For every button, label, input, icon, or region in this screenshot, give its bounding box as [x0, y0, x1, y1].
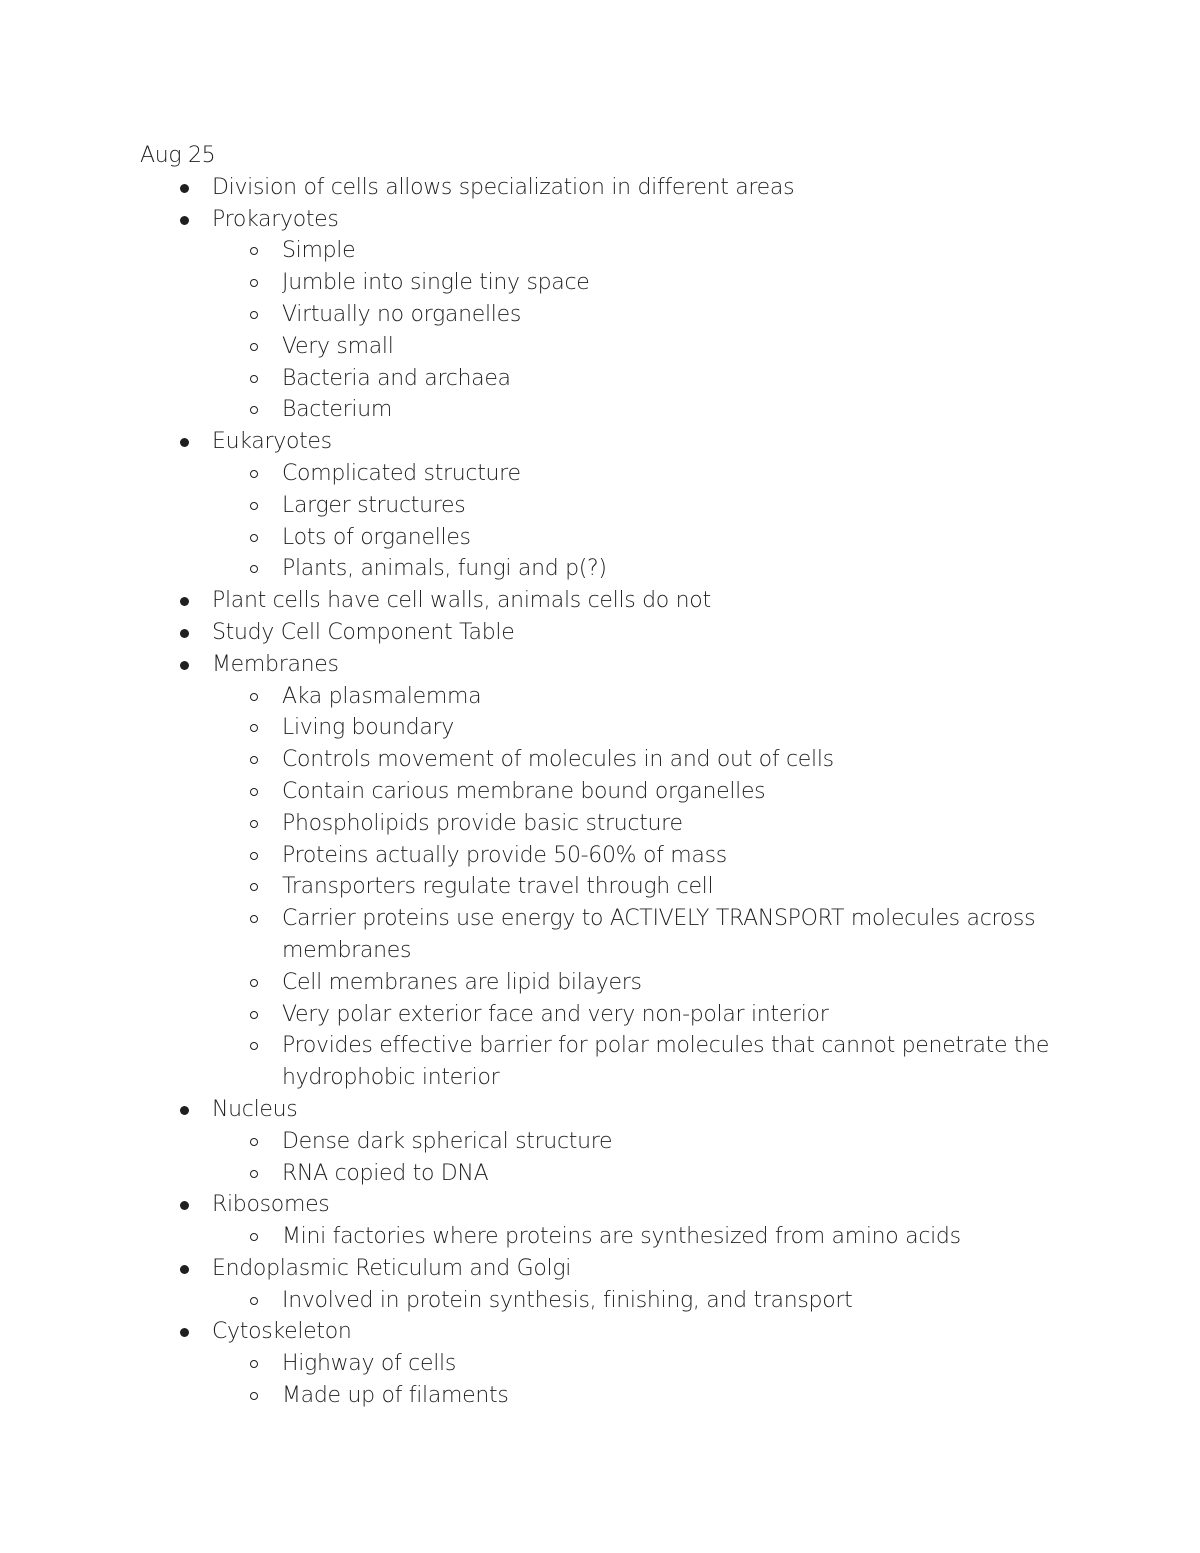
- sub-list-item-text: Dense dark spherical structure: [282, 1128, 613, 1154]
- note-date: Aug 25: [140, 143, 216, 168]
- sub-list-item: [140, 967, 1080, 999]
- sub-list-item: [140, 490, 1080, 522]
- filled-bullet-icon: [180, 597, 189, 606]
- sub-list-item: [140, 1285, 1080, 1317]
- list-item-text: Endoplasmic Reticulum and Golgi: [212, 1255, 572, 1281]
- sub-list-item-text: Carrier proteins use energy to ACTIVELY TRANSPORT molecules across membranes: [282, 906, 1036, 963]
- hollow-bullet-icon: [250, 534, 258, 542]
- list-item-text: Eukaryotes: [212, 429, 332, 455]
- sub-list-item: [140, 776, 1080, 808]
- hollow-bullet-icon: [250, 852, 258, 860]
- sub-list-item: [140, 808, 1080, 840]
- hollow-bullet-icon: [250, 979, 258, 987]
- list-item-text: Cytoskeleton: [212, 1319, 352, 1345]
- sub-list-item-text: Made up of filaments: [282, 1383, 509, 1409]
- sub-list-item-text: Controls movement of molecules in and out of cells: [282, 747, 834, 773]
- sub-list-item-text: Transporters regulate travel through cell: [282, 874, 714, 900]
- sub-list-item: [140, 999, 1080, 1031]
- list-item: [140, 1253, 1080, 1317]
- list-item-text: Division of cells allows specialization in different areas: [212, 174, 795, 200]
- hollow-bullet-icon: [250, 279, 258, 287]
- hollow-bullet-icon: [250, 1392, 258, 1400]
- sub-list-item: [140, 267, 1080, 299]
- filled-bullet-icon: [180, 1265, 189, 1274]
- hollow-bullet-icon: [250, 375, 258, 383]
- hollow-bullet-icon: [250, 470, 258, 478]
- sub-list-item-text: Cell membranes are lipid bilayers: [282, 969, 642, 995]
- list-item-text: Prokaryotes: [212, 206, 339, 232]
- sub-list-item: [140, 394, 1080, 426]
- sub-list-item-text: Aka plasmalemma: [282, 683, 482, 709]
- sub-list-item-text: Highway of cells: [282, 1351, 457, 1377]
- sub-list-item-text: Larger structures: [282, 492, 466, 518]
- filled-bullet-icon: [180, 216, 189, 225]
- list-item: [140, 585, 1080, 617]
- sub-list-item: [140, 235, 1080, 267]
- hollow-bullet-icon: [250, 343, 258, 351]
- sub-list-item-text: Complicated structure: [282, 460, 521, 486]
- hollow-bullet-icon: [250, 311, 258, 319]
- list-item: [140, 649, 1080, 1094]
- hollow-bullet-icon: [250, 1360, 258, 1368]
- sub-list-item-text: Phospholipids provide basic structure: [282, 810, 683, 836]
- sub-list-item: [140, 840, 1080, 872]
- hollow-bullet-icon: [250, 1042, 258, 1050]
- sub-list-item: [140, 681, 1080, 713]
- sub-list-item-text: Very small: [282, 333, 394, 359]
- sub-list-item: [140, 458, 1080, 490]
- filled-bullet-icon: [180, 1328, 189, 1337]
- hollow-bullet-icon: [250, 756, 258, 764]
- hollow-bullet-icon: [250, 1170, 258, 1178]
- sub-list-item: [140, 1126, 1080, 1158]
- hollow-bullet-icon: [250, 1011, 258, 1019]
- sub-list-item-text: Contain carious membrane bound organelles: [282, 778, 766, 804]
- filled-bullet-icon: [180, 1201, 189, 1210]
- sub-list: [140, 1221, 1080, 1253]
- sub-list-item: [140, 744, 1080, 776]
- sub-list: [140, 1348, 1080, 1412]
- list-item-text: Study Cell Component Table: [212, 619, 515, 645]
- hollow-bullet-icon: [250, 820, 258, 828]
- hollow-bullet-icon: [250, 1138, 258, 1146]
- sub-list-item-text: Bacteria and archaea: [282, 365, 511, 391]
- sub-list-item-text: Living boundary: [282, 715, 454, 741]
- sub-list-item: [140, 331, 1080, 363]
- list-item: [140, 426, 1080, 585]
- list-item: [140, 617, 1080, 649]
- list-item-text: Membranes: [212, 651, 339, 677]
- notes-body: [140, 140, 1080, 1412]
- sub-list-item-text: Mini factories where proteins are synthesized from amino acids: [282, 1224, 961, 1250]
- sub-list-item-text: Bacterium: [282, 397, 392, 423]
- hollow-bullet-icon: [250, 1297, 258, 1305]
- hollow-bullet-icon: [250, 915, 258, 923]
- outline-list: [140, 172, 1080, 1412]
- sub-list: [140, 1285, 1080, 1317]
- sub-list: [140, 681, 1080, 1094]
- list-item: [140, 172, 1080, 204]
- sub-list-item-text: RNA copied to DNA: [282, 1160, 489, 1186]
- list-item-text: Ribosomes: [212, 1192, 330, 1218]
- filled-bullet-icon: [180, 438, 189, 447]
- filled-bullet-icon: [180, 184, 189, 193]
- sub-list: [140, 1126, 1080, 1190]
- sub-list-item-text: Provides effective barrier for polar molecules that cannot penetrate the hydrophobic interior: [282, 1033, 1050, 1091]
- filled-bullet-icon: [180, 629, 189, 638]
- sub-list-item: [140, 1030, 1080, 1094]
- sub-list-item: [140, 1158, 1080, 1190]
- sub-list-item: [140, 1221, 1080, 1253]
- sub-list-item: [140, 712, 1080, 744]
- hollow-bullet-icon: [250, 1233, 258, 1241]
- sub-list-item: [140, 1348, 1080, 1380]
- hollow-bullet-icon: [250, 693, 258, 701]
- hollow-bullet-icon: [250, 565, 258, 573]
- sub-list: [140, 458, 1080, 585]
- sub-list-item-text: Involved in protein synthesis, finishing, and transport: [282, 1287, 853, 1313]
- sub-list-item-text: Jumble into single tiny space: [282, 270, 590, 296]
- sub-list-item: [140, 553, 1080, 585]
- sub-list-item-text: Virtually no organelles: [282, 301, 522, 327]
- sub-list-item-text: Plants, animals, fungi and p(?): [282, 556, 607, 582]
- hollow-bullet-icon: [250, 788, 258, 796]
- hollow-bullet-icon: [250, 724, 258, 732]
- hollow-bullet-icon: [250, 883, 258, 891]
- sub-list-item: [140, 299, 1080, 331]
- list-item: [140, 1316, 1080, 1411]
- sub-list-item: [140, 522, 1080, 554]
- list-item: [140, 204, 1080, 427]
- filled-bullet-icon: [180, 1106, 189, 1115]
- list-item-text: Plant cells have cell walls, animals cells do not: [212, 588, 711, 614]
- sub-list-item: [140, 363, 1080, 395]
- list-item: [140, 1094, 1080, 1189]
- hollow-bullet-icon: [250, 502, 258, 510]
- sub-list-item-text: Very polar exterior face and very non-polar interior: [282, 1001, 829, 1027]
- sub-list-item: [140, 871, 1080, 903]
- sub-list-item-text: Simple: [282, 238, 356, 264]
- hollow-bullet-icon: [250, 406, 258, 414]
- sub-list-item-text: Proteins actually provide 50-60% of mass: [282, 842, 727, 868]
- list-item-text: Nucleus: [212, 1096, 298, 1122]
- filled-bullet-icon: [180, 661, 189, 670]
- hollow-bullet-icon: [250, 247, 258, 255]
- sub-list-item-text: Lots of organelles: [282, 524, 471, 550]
- list-item: [140, 1189, 1080, 1253]
- sub-list: [140, 235, 1080, 426]
- sub-list-item: [140, 1380, 1080, 1412]
- sub-list-item: [140, 903, 1080, 967]
